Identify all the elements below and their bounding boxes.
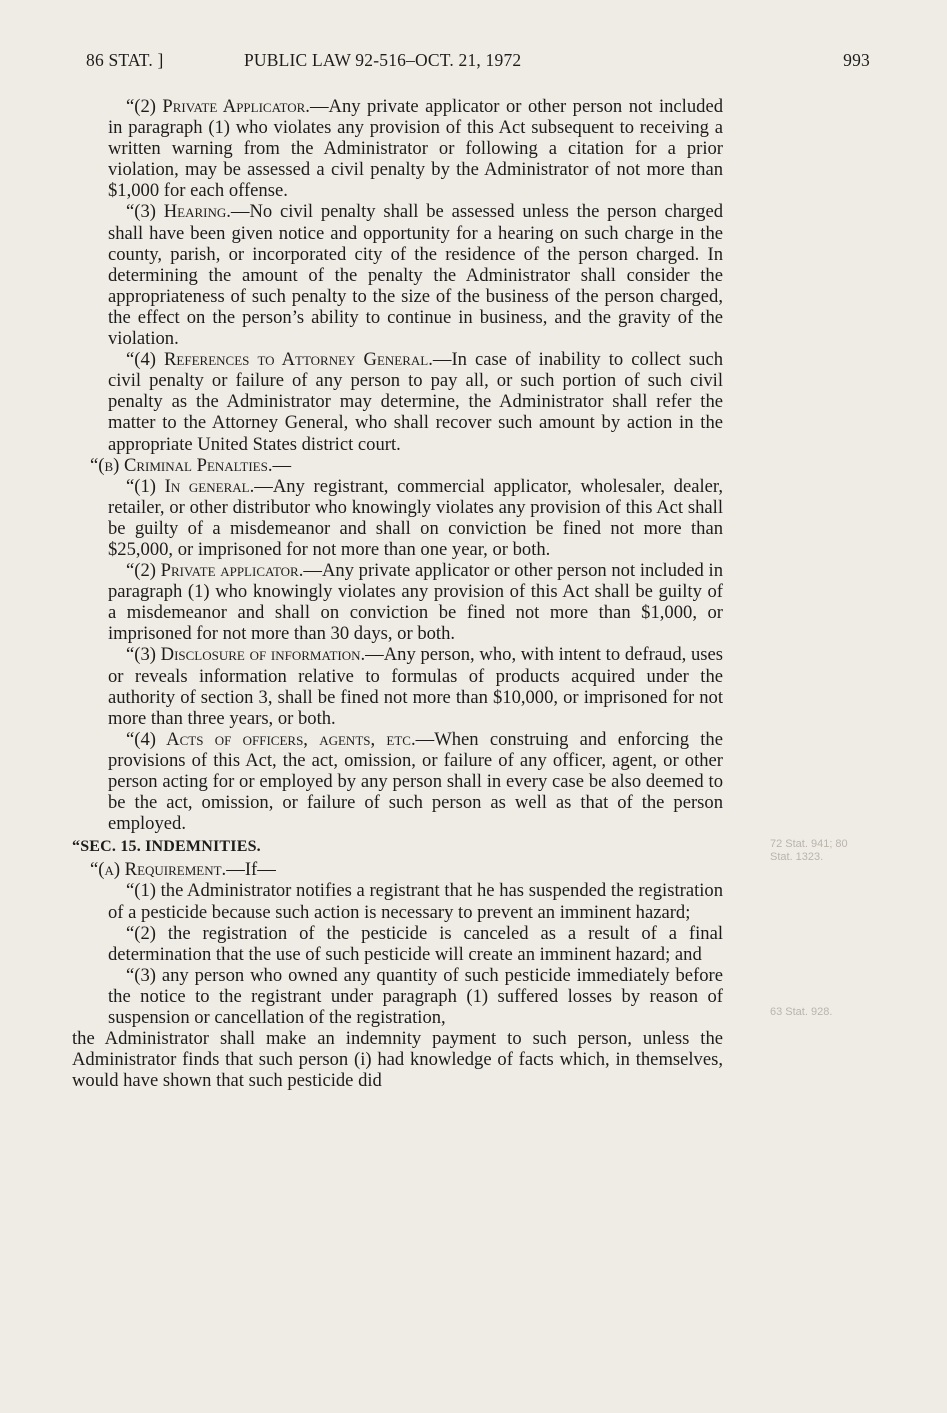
paragraph-heading: “(1) In general. <box>126 475 255 497</box>
paragraph-closing: the Administrator shall make an indemnity payment to such person, unless the Administrator finds that such person (i) had knowledge of facts which, in themselves, would have shown that such pesticide did <box>72 1028 723 1092</box>
paragraph-hearing <box>72 201 723 349</box>
paragraph-heading: “(2) Private applicator. <box>126 560 304 582</box>
paragraph-private-applicator <box>72 96 723 201</box>
margin-citation: 63 Stat. 928. <box>770 1006 833 1018</box>
statute-reference: 86 STAT. ] <box>86 50 164 70</box>
subsection-criminal-penalties <box>72 455 723 476</box>
paragraph-references-attorney-general <box>72 349 723 454</box>
paragraph-clause-1: “(1) the Administrator notifies a registrant that he has suspended the registration of a pesticide because such action is necessary to prevent an imminent hazard; <box>108 880 723 923</box>
paragraph-heading: “(3) Disclosure of information. <box>126 644 366 666</box>
paragraph-text: —In case of inability to collect such civil penalty or failure of any person to pay all, or such portion of such civil penalty as the Administrator may determine, the Administrator shall refer the matter to the Attorney General, who shall recover such amount by action in the appropriate United States district court. <box>108 349 723 455</box>
subsection-heading: “(a) Requirement. <box>90 859 227 881</box>
paragraph-text: —Any private applicator or other person not included in paragraph (1) who knowingly violates any provision of this Act shall be guilty of a misdemeanor and shall on conviction be fined not more than $1,000, or imprisoned for not more than 30 days, or both. <box>108 560 723 645</box>
paragraph-text: —Any private applicator or other person not included in paragraph (1) who violates any provision of this Act subsequent to receiving a written warning from the Administrator or following a citation for a prior violation, may be assessed a civil penalty by the Administrator of not more than $1,000 for each offense. <box>108 96 723 202</box>
paragraph-text: —Any registrant, commercial applicator, wholesaler, dealer, retailer, or other distributor who knowingly violates any provision of this Act shall be guilty of a misdemeanor and shall on conviction be fined not more than $25,000, or imprisoned for not more than one year, or both. <box>108 475 723 560</box>
subsection-text: — <box>272 454 292 476</box>
paragraph-clause-3: “(3) any person who owned any quantity of such pesticide immediately before the notice to the registrant under paragraph (1) suffered losses by reason of suspension or cancellation of the registration, <box>108 964 723 1029</box>
paragraph-text: —When construing and enforcing the provisions of this Act, the act, omission, or failure of any officer, agent, or other person acting for or employed by any person shall in every case be also deemed to be the act, omission, or failure of such person as well as that of the person employed. <box>108 728 723 835</box>
section-heading-indemnities: “SEC. 15. INDEMNITIES. <box>72 838 261 856</box>
paragraph-heading: “(3) Hearing. <box>126 201 231 223</box>
document-body <box>72 96 723 1091</box>
paragraph-acts-of-officers <box>72 729 723 834</box>
paragraph-heading: “(4) References to Attorney General. <box>126 349 433 371</box>
paragraph-clause-2: “(2) the registration of the pesticide is canceled as a result of a final determination that the use of such pesticide will create an imminent hazard; and <box>108 922 723 965</box>
page-title: PUBLIC LAW 92-516–OCT. 21, 1972 <box>244 50 522 70</box>
subsection-requirement <box>72 859 723 880</box>
paragraph-heading: “(4) Acts of officers, agents, etc. <box>126 728 416 750</box>
paragraph-text: —No civil penalty shall be assessed unless the person charged shall have been given notice and opportunity for a hearing on such charge in the county, parish, or incorporated city of the residence of the person charged. In determining the amount of the penalty the Administrator shall consider the appropriateness of such penalty to the size of the business of the person charged, the effect on the person’s ability to continue in business, and the gravity of the violation. <box>108 201 724 350</box>
paragraph-disclosure <box>72 644 723 728</box>
page-number: 993 <box>843 50 870 70</box>
margin-citation: 72 Stat. 941; 80 Stat. 1323. <box>770 838 848 863</box>
paragraph-text: —Any person, who, with intent to defraud, uses or reveals information relative to formulas of products acquired under the authority of section 3, shall be fined not more than $10,000, or imprisoned for not more than three years, or both. <box>108 644 724 729</box>
paragraph-heading: “(2) Private Applicator. <box>126 96 310 117</box>
paragraph-private-applicator-criminal <box>72 560 723 644</box>
subsection-heading: “(b) Criminal Penalties. <box>90 454 273 476</box>
subsection-text: —If— <box>226 859 276 881</box>
page-header <box>86 50 870 74</box>
paragraph-in-general <box>72 476 723 560</box>
